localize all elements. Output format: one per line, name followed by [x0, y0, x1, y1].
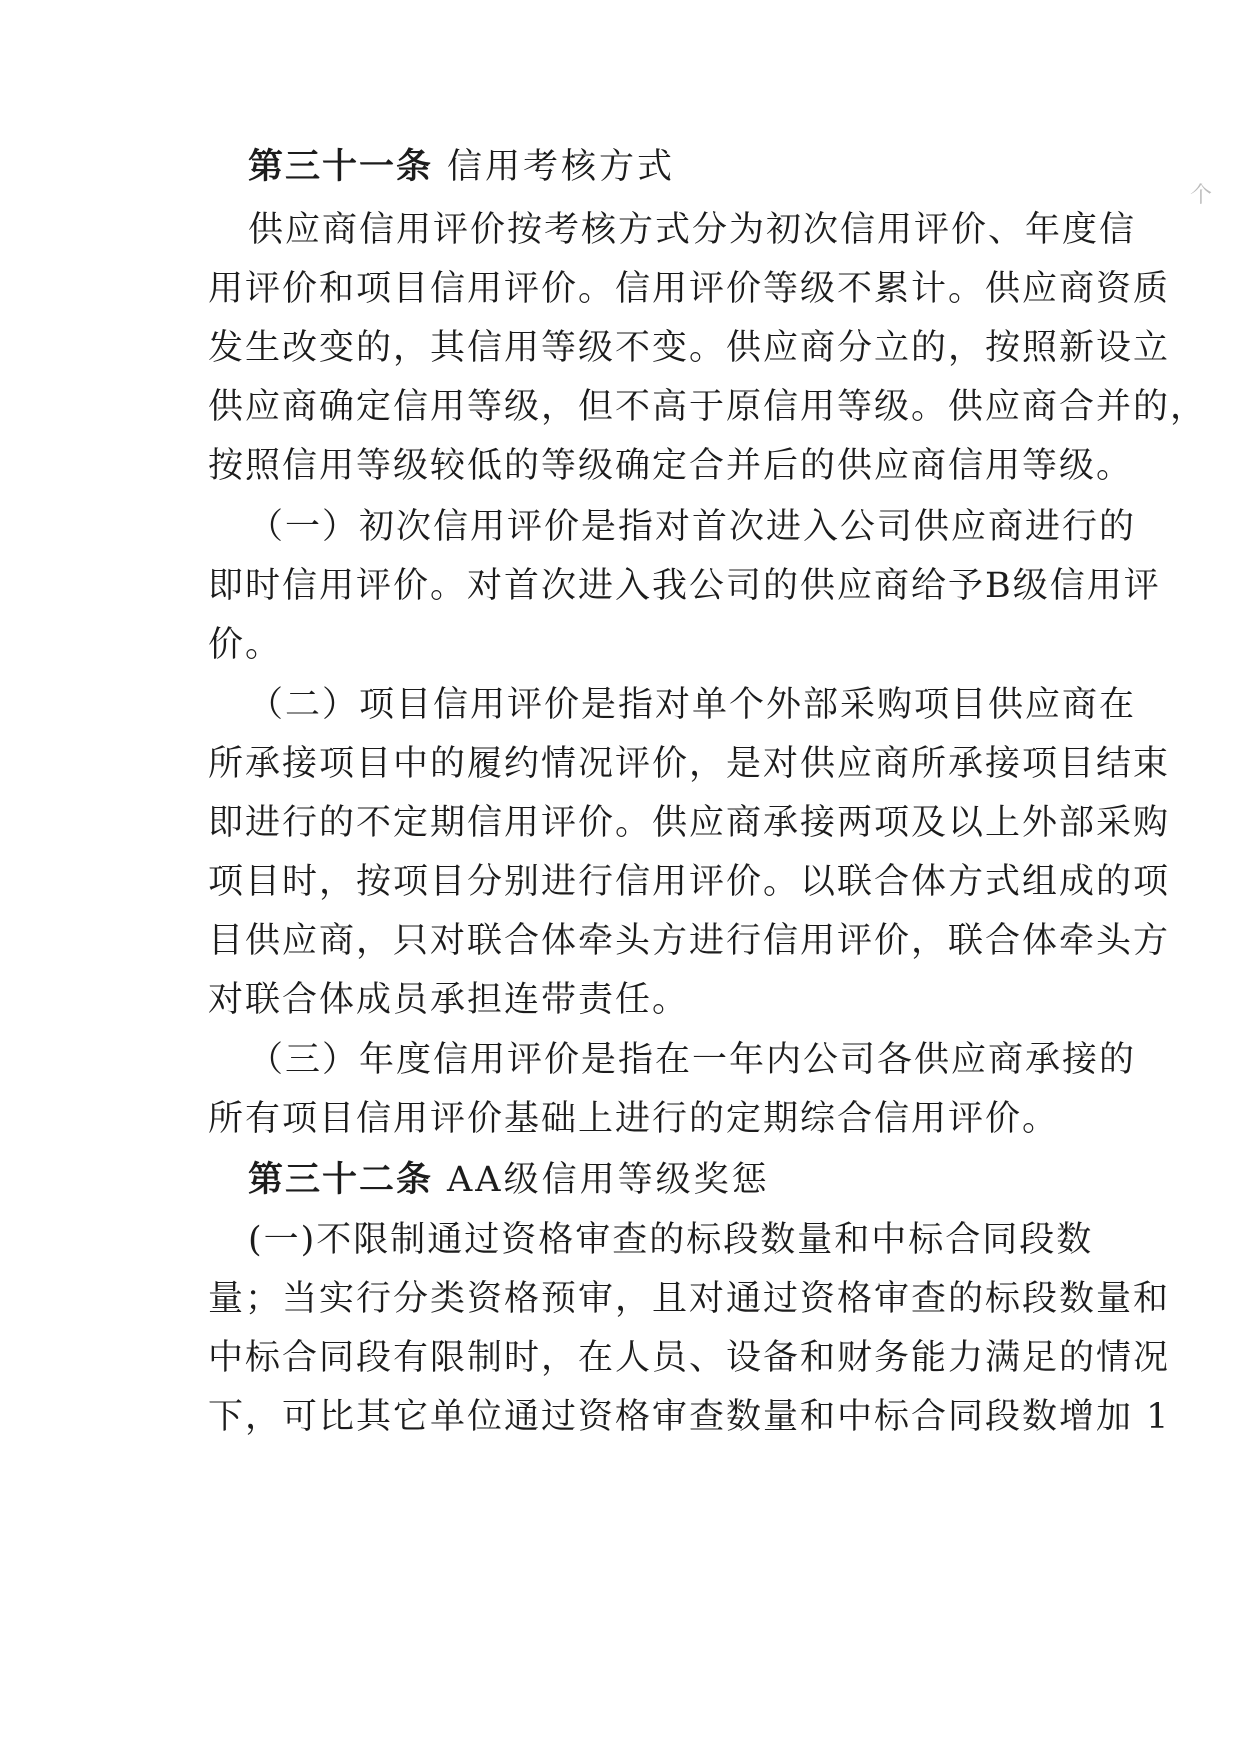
article-32-title: AA级信用等级奖惩 — [447, 1160, 770, 1200]
article-31-title: 信用考核方式 — [447, 147, 676, 187]
article-32-heading-line — [248, 1156, 1110, 1204]
paragraph-line: 发生改变的，其信用等级不变。供应商分立的，按照新设立 — [208, 328, 1171, 368]
paragraph-line: 供应商信用评价按考核方式分为初次信用评价、年度信 — [248, 210, 1137, 250]
item-1-line: （一）初次信用评价是指对首次进入公司供应商进行的 — [248, 507, 1137, 547]
article-32-item-line: 下，可比其它单位通过资格审查数量和中标合同段数增加 1 — [208, 1397, 1171, 1437]
item-2-line: 即进行的不定期信用评价。供应商承接两项及以上外部采购 — [208, 803, 1171, 843]
paragraph-line: 用评价和项目信用评价。信用评价等级不累计。供应商资质 — [208, 269, 1171, 309]
article-32-item-line: 量；当实行分类资格预审，且对通过资格审查的标段数量和 — [208, 1279, 1171, 1319]
paragraph-line: 供应商确定信用等级，但不高于原信用等级。供应商合并的， — [208, 387, 1208, 427]
item-2-line: 目供应商，只对联合体牵头方进行信用评价，联合体牵头方 — [208, 921, 1171, 961]
article-31-heading-line — [248, 143, 1110, 191]
article-32-item-line: (一)不限制通过资格审查的标段数量和中标合同段数 — [248, 1220, 1094, 1260]
article-32-item-line: 中标合同段有限制时，在人员、设备和财务能力满足的情况 — [208, 1338, 1171, 1378]
bleed-through-glyph: 个 — [1190, 183, 1213, 208]
paragraph-line: 按照信用等级较低的等级确定合并后的供应商信用等级。 — [208, 446, 1134, 486]
item-2-line: 所承接项目中的履约情况评价，是对供应商所承接项目结束 — [208, 744, 1171, 784]
item-3-line: （三）年度信用评价是指在一年内公司各供应商承接的 — [248, 1040, 1137, 1080]
item-2-line: 对联合体成员承担连带责任。 — [208, 980, 690, 1020]
item-2-line: （二）项目信用评价是指对单个外部采购项目供应商在 — [248, 685, 1137, 725]
article-32-number: 第三十二条 — [248, 1159, 434, 1200]
item-1-line: 价。 — [208, 625, 283, 665]
item-2-line: 项目时，按项目分别进行信用评价。以联合体方式组成的项 — [208, 862, 1171, 902]
item-3-line: 所有项目信用评价基础上进行的定期综合信用评价。 — [208, 1099, 1060, 1139]
article-31-number: 第三十一条 — [248, 146, 434, 187]
item-1-line: 即时信用评价。对首次进入我公司的供应商给予B级信用评 — [208, 566, 1161, 606]
